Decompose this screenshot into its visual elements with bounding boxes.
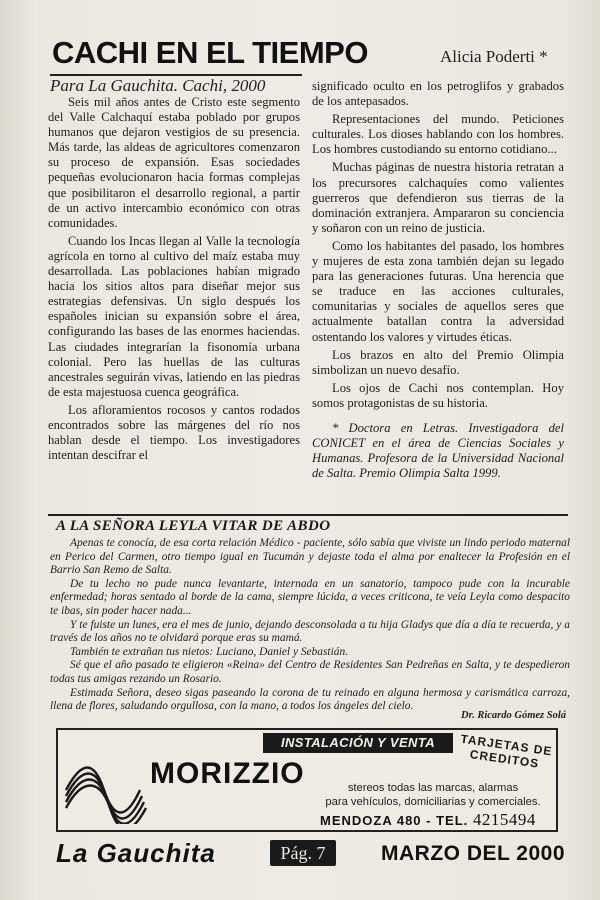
footer-issue-date: MARZO DEL 2000 xyxy=(381,842,565,865)
tribute-paragraph: Sé que el año pasado te eligieron «Reina» del Centro de Residentes San Pedreñas en Salta, y te despedieron todas tus amigas rezando un Rosario. xyxy=(50,659,570,685)
tribute-paragraph: Y te fuiste un lunes, era el mes de junio, dejando desconsolada a tu hija Gladys que día a día te recuerda, y a través de los años no te olvidará porque eras su mamá. xyxy=(50,618,570,645)
ad-description xyxy=(308,782,558,809)
tribute-paragraph: Estimada Señora, deseo sigas paseando la corona de tu reinado en alguna hermosa y carismática carroza, llena de flores, saludando orgullosa, con la mano, a todos los ángeles del cielo. xyxy=(50,686,570,713)
article-paragraph-continued: significado oculto en los petroglifos y grabados de los antepasados. xyxy=(312,79,564,109)
article-left-column xyxy=(48,95,300,466)
article-paragraph: Muchas páginas de nuestra historia retratan a los precursores calchaquíes como valientes guerreros que defendieron sus tierras de la dominación extranjera. Ampararon su conciencia y soñaron con un reino de justicia. xyxy=(312,160,564,235)
advertisement xyxy=(56,728,558,832)
tribute-paragraph: Apenas te conocía, de esa corta relación Médico - paciente, sólo sabía que viviste un lindo periodo maternal en Perico del Carmen, otro tiempo igual en Tucumán y dejaste toda el alma por enaltecer la Profesión en el Barrio San Remo de Salta. xyxy=(50,537,570,577)
author-note: * Doctora en Letras. Investigadora del CONICET en el área de Ciencias Sociales y Humanas. Profesora de la Universidad Nacional de Salta. Premio Olimpia Salta 1999. xyxy=(312,420,564,481)
article-right-column xyxy=(312,79,564,484)
article-paragraph: Seis mil años antes de Cristo este segmento del Valle Calchaquí estaba poblado por grupos humanos que dejaron vestigios de su presencia. Más tarde, las aldeas de agricultores comenzaron su proceso de expansión. Esas sociedades pequeñas evolucionaron hacia formas complejas que posibilitaron el desarrollo regional, a partir de un activo intercambio económico con otras comunidades. xyxy=(48,95,300,230)
article-paragraph: Los afloramientos rocosos y cantos rodados encontrados sobre las márgenes del río nos hablan desde el tiempo. Los investigadores intentan descifrar el xyxy=(48,402,300,463)
tribute-paragraph: De tu lecho no pude nunca levantarte, internada en un sanatorio, tampoco pude con la incurable enfermedad; horas sentado al borde de la cama, siempre lúcida, a veces criticona, te veía Leyla como despacito te ibas, sin poder hacer nada... xyxy=(50,577,570,617)
article-header xyxy=(52,35,572,79)
ad-banner: INSTALACIÓN Y VENTA xyxy=(263,733,453,753)
ad-brand-name: MORIZZIO xyxy=(150,757,305,790)
footer-page-number: Pág. 7 xyxy=(270,840,336,866)
tribute-title: A LA SEÑORA LEYLA VITAR DE ABDO xyxy=(56,518,331,534)
ad-cards-label: TARJETAS DE CREDITOS xyxy=(459,731,554,771)
article-paragraph: Representaciones del mundo. Peticiones culturales. Los dioses hablando con los hombres. Los hombres custodiando su entorno cotidiano... xyxy=(312,112,564,157)
article-author: Alicia Poderti * xyxy=(440,47,548,66)
ad-phone: 4215494 xyxy=(472,810,536,829)
tribute-paragraph: También te extrañan tus nietos: Luciano, Daniel y Sebastián. xyxy=(70,645,348,658)
tribute-text xyxy=(50,537,570,714)
article-paragraph: Los brazos en alto del Premio Olimpia simbolizan un nuevo desafío. xyxy=(312,347,564,377)
ad-description-line: stereos todas las marcas, alarmas xyxy=(347,782,519,794)
footer-magazine-name: La Gauchita xyxy=(56,838,216,868)
article-paragraph: Como los habitantes del pasado, los hombres y mujeres de esta zona también dejan su legado para las generaciones futuras. Una herencia que se traduce en las acciones culturales, comunitarias y sociales de aquellos seres que actualmente batallan contra la adversidad ostentando los valores y virtudes éticas. xyxy=(312,238,564,344)
ad-address-text: MENDOZA 480 - TEL. xyxy=(320,813,469,828)
tribute-signature: Dr. Ricardo Gómez Solá xyxy=(460,710,566,721)
section-divider xyxy=(48,514,568,516)
article-paragraph: Cuando los Incas llegan al Valle la tecnología agrícola en torno al cultivo del maíz estaba muy desarrollada. Las poblaciones habían migrado hacia los sitios altos para diseñar mejor sus estrategias defensivas. Un siglo después los españoles inician su expansión sobre el área, configurando las bases de las enormes haciendas. Las ciudades integrarían la fisonomía urbana colonial. Pero las huellas de las culturas ancestrales seguirán vivas, latiendo en las piedras de esta majestuosa cuenca geográfica. xyxy=(48,233,300,399)
ad-address xyxy=(320,810,536,830)
article-title: CACHI EN EL TIEMPO xyxy=(52,35,368,70)
article-paragraph: Los ojos de Cachi nos contemplan. Hoy somos protagonistas de su historia. xyxy=(312,380,564,410)
ad-description-line: para vehículos, domiciliarias y comerciales. xyxy=(325,795,541,808)
article-subhead: Para La Gauchita. Cachi, 2000 xyxy=(50,76,266,95)
